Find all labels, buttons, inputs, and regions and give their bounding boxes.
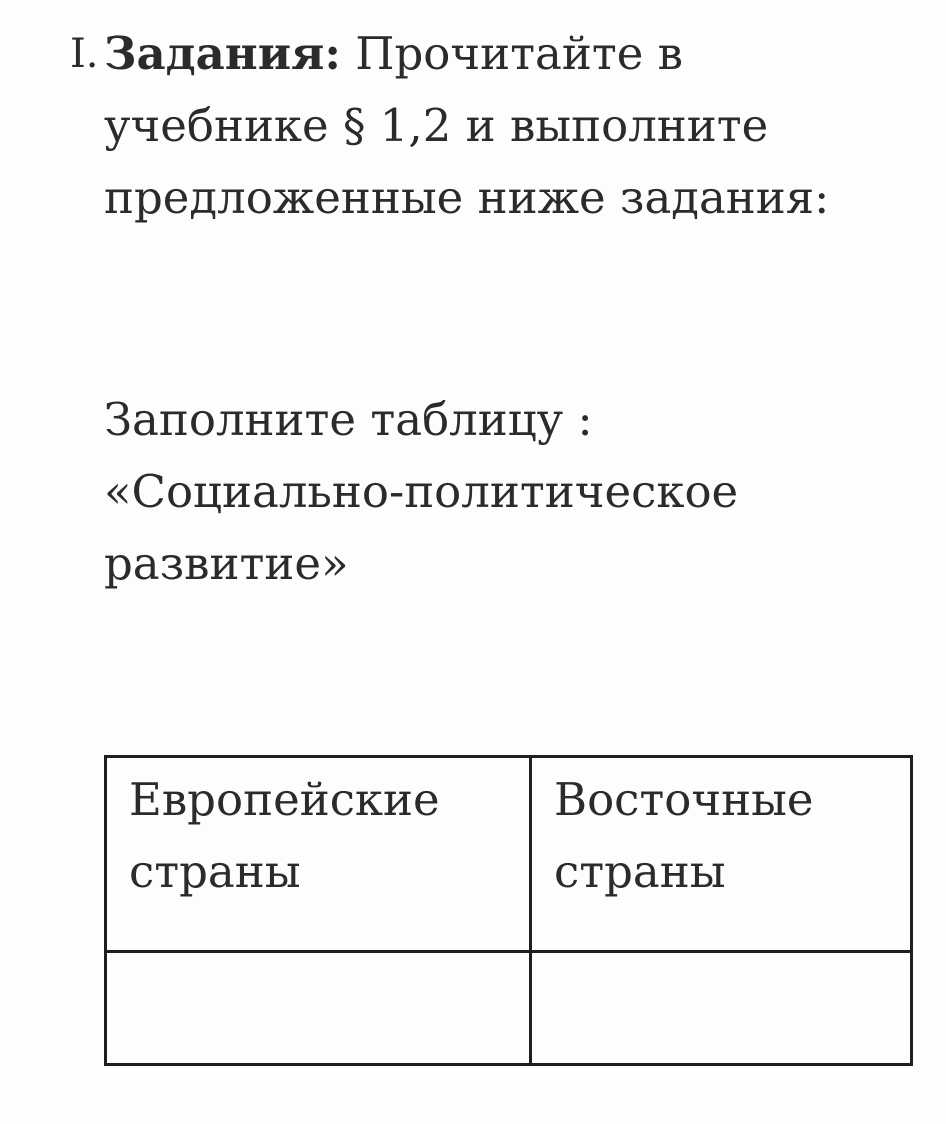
task-text: Прочитайте в учебнике § 1,2 и выполните предложенные ниже задания: <box>104 27 830 224</box>
instruction-line-2: «Социально-политическое <box>104 465 739 518</box>
instruction-paragraph <box>104 384 904 600</box>
instruction-line-1: Заполните таблицу : <box>104 393 593 446</box>
instruction-line-3: развитие» <box>104 537 349 590</box>
table-row <box>106 952 912 1065</box>
header-cell-european: Европейские страны <box>106 757 531 952</box>
table-header-row <box>106 757 912 952</box>
list-number: I. <box>70 31 99 77</box>
task-label: Задания: <box>104 27 341 80</box>
header-cell-eastern: Восточные страны <box>531 757 912 952</box>
table-cell-eastern[interactable] <box>531 952 912 1065</box>
answer-table <box>104 755 913 1066</box>
task-paragraph <box>104 18 904 234</box>
table-cell-european[interactable] <box>106 952 531 1065</box>
